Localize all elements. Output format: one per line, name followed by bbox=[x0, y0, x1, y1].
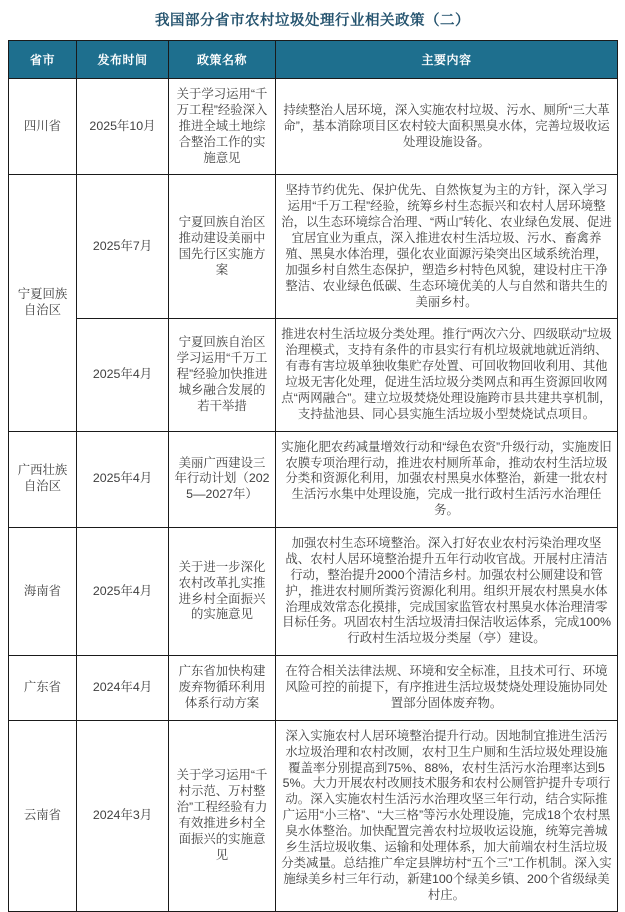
cell-main-content: 深入实施农村人居环境整治提升行动。因地制宜推进生活污水垃圾治理和农村改厕，农村卫生户厕和生活垃圾处理设施覆盖率分别提高到75%、88%，农村生活污水治理率达到55%。大力开展农村改厕技术服务和农村公厕管护提升专项行动。深入实施农村生活污水治理攻坚三年行动，结合实际推广运用“小三格”、“大三格”等污水处理设施，完成18个农村黑臭水体整治。加快配置完善农村垃圾收运设施，统筹完善城乡生活垃圾收集、运输和处理体系，加大前端农村生活垃圾分类减量。总结推广牟定县牌坊村“五个三”工作机制。深入实施绿美乡村三年行动，新建100个绿美乡镇、200个省级绿美村庄。 bbox=[276, 720, 618, 912]
cell-province: 广东省 bbox=[9, 656, 77, 721]
table-header-row bbox=[9, 41, 618, 79]
cell-policy-name: 关于进一步深化农村改革扎实推进乡村全面振兴的实施意见 bbox=[169, 528, 276, 656]
cell-main-content: 在符合相关法律法规、环境和安全标准，且技术可行、环境风险可控的前提下，有序推进生活垃圾焚烧处理设施协同处置部分固体废弃物。 bbox=[276, 656, 618, 721]
cell-policy-name: 关于学习运用“千万工程”经验深入推进全域土地综合整治工作的实施意见 bbox=[169, 79, 276, 175]
table-row bbox=[9, 431, 618, 527]
cell-province: 广西壮族自治区 bbox=[9, 431, 77, 527]
table-row bbox=[9, 720, 618, 912]
cell-policy-name: 宁夏回族自治区学习运用“千万工程”经验加快推进城乡融合发展的若干举措 bbox=[169, 319, 276, 431]
table-row bbox=[9, 175, 618, 319]
header-main-content: 主要内容 bbox=[276, 41, 618, 79]
cell-date: 2025年10月 bbox=[77, 79, 169, 175]
cell-policy-name: 宁夏回族自治区推动建设美丽中国先行区实施方案 bbox=[169, 175, 276, 319]
table-row bbox=[9, 528, 618, 656]
policy-table bbox=[8, 40, 618, 912]
cell-province: 海南省 bbox=[9, 528, 77, 656]
cell-date: 2025年7月 bbox=[77, 175, 169, 319]
table-row bbox=[9, 656, 618, 721]
cell-main-content: 实施化肥农药减量增效行动和“绿色农资”升级行动，实施废旧农膜专项治理行动，推进农村厕所革命，推动农村生活垃圾分类和资源化利用，加强农村黑臭水体整治，新建一批农村生活污水集中处理设施，完成一批行政村生活污水治理任务。 bbox=[276, 431, 618, 527]
page-title: 我国部分省市农村垃圾处理行业相关政策（二） bbox=[155, 13, 470, 29]
cell-province: 宁夏回族自治区 bbox=[9, 175, 77, 431]
cell-date: 2025年4月 bbox=[77, 431, 169, 527]
cell-province: 云南省 bbox=[9, 720, 77, 912]
cell-policy-name: 广东省加快构建废弃物循环利用体系行动方案 bbox=[169, 656, 276, 721]
cell-date: 2024年3月 bbox=[77, 720, 169, 912]
cell-date: 2025年4月 bbox=[77, 319, 169, 431]
cell-main-content: 坚持节约优先、保护优先、自然恢复为主的方针，深入学习运用“千万工程”经验，统筹乡村生态振兴和农村人居环境整治，以生态环境综合治理、“两山”转化、农业绿色发展、促进宜居宜业为重点，深入推进农村生活垃圾、污水、畜禽养殖、黑臭水体治理，强化农业面源污染突出区域系统治理，加强乡村自然生态保护，塑造乡村特色风貌，建设村庄干净整洁、农业绿色低碳、生态环境优美的人与自然和谐共生的美丽乡村。 bbox=[276, 175, 618, 319]
header-date: 发布时间 bbox=[77, 41, 169, 79]
cell-main-content: 持续整治人居环境，深入实施农村垃圾、污水、厕所“三大革命”，基本消除项目区农村较大面积黑臭水体，完善垃圾收运处理设施设备。 bbox=[276, 79, 618, 175]
cell-date: 2025年4月 bbox=[77, 528, 169, 656]
cell-province: 四川省 bbox=[9, 79, 77, 175]
cell-main-content: 加强农村生态环境整治。深入打好农业农村污染治理攻坚战、农村人居环境整治提升五年行动收官战。开展村庄清洁行动，整治提升2000个清洁乡村。加强农村公厕建设和管护，推进农村厕所粪污资源化利用。组织开展农村黑臭水体治理成效常态化摸排，完成国家监管农村黑臭水体治理清零目标任务。巩固农村生活垃圾清扫保洁收运体系，完成100%行政村生活垃圾分类屋（亭）建设。 bbox=[276, 528, 618, 656]
header-province: 省市 bbox=[9, 41, 77, 79]
cell-policy-name: 美丽广西建设三年行动计划（2025—2027年） bbox=[169, 431, 276, 527]
cell-date: 2024年4月 bbox=[77, 656, 169, 721]
cell-main-content: 推进农村生活垃圾分类处理。推行“两次六分、四级联动”垃圾治理模式，支持有条件的市县实行有机垃圾就地就近消纳、有毒有害垃圾单独收集贮存处置、可回收物回收利用、其他垃圾无害化处理，促进生活垃圾分类网点和再生资源回收网点“两网融合”。建立垃圾焚烧处理设施跨市县共建共享机制，支持盐池县、同心县实施生活垃圾小型焚烧试点项目。 bbox=[276, 319, 618, 431]
table-row bbox=[9, 319, 618, 431]
cell-policy-name: 关于学习运用“千村示范、万村整治”工程经验有力有效推进乡村全面振兴的实施意见 bbox=[169, 720, 276, 912]
header-policy-name: 政策名称 bbox=[169, 41, 276, 79]
table-row bbox=[9, 79, 618, 175]
